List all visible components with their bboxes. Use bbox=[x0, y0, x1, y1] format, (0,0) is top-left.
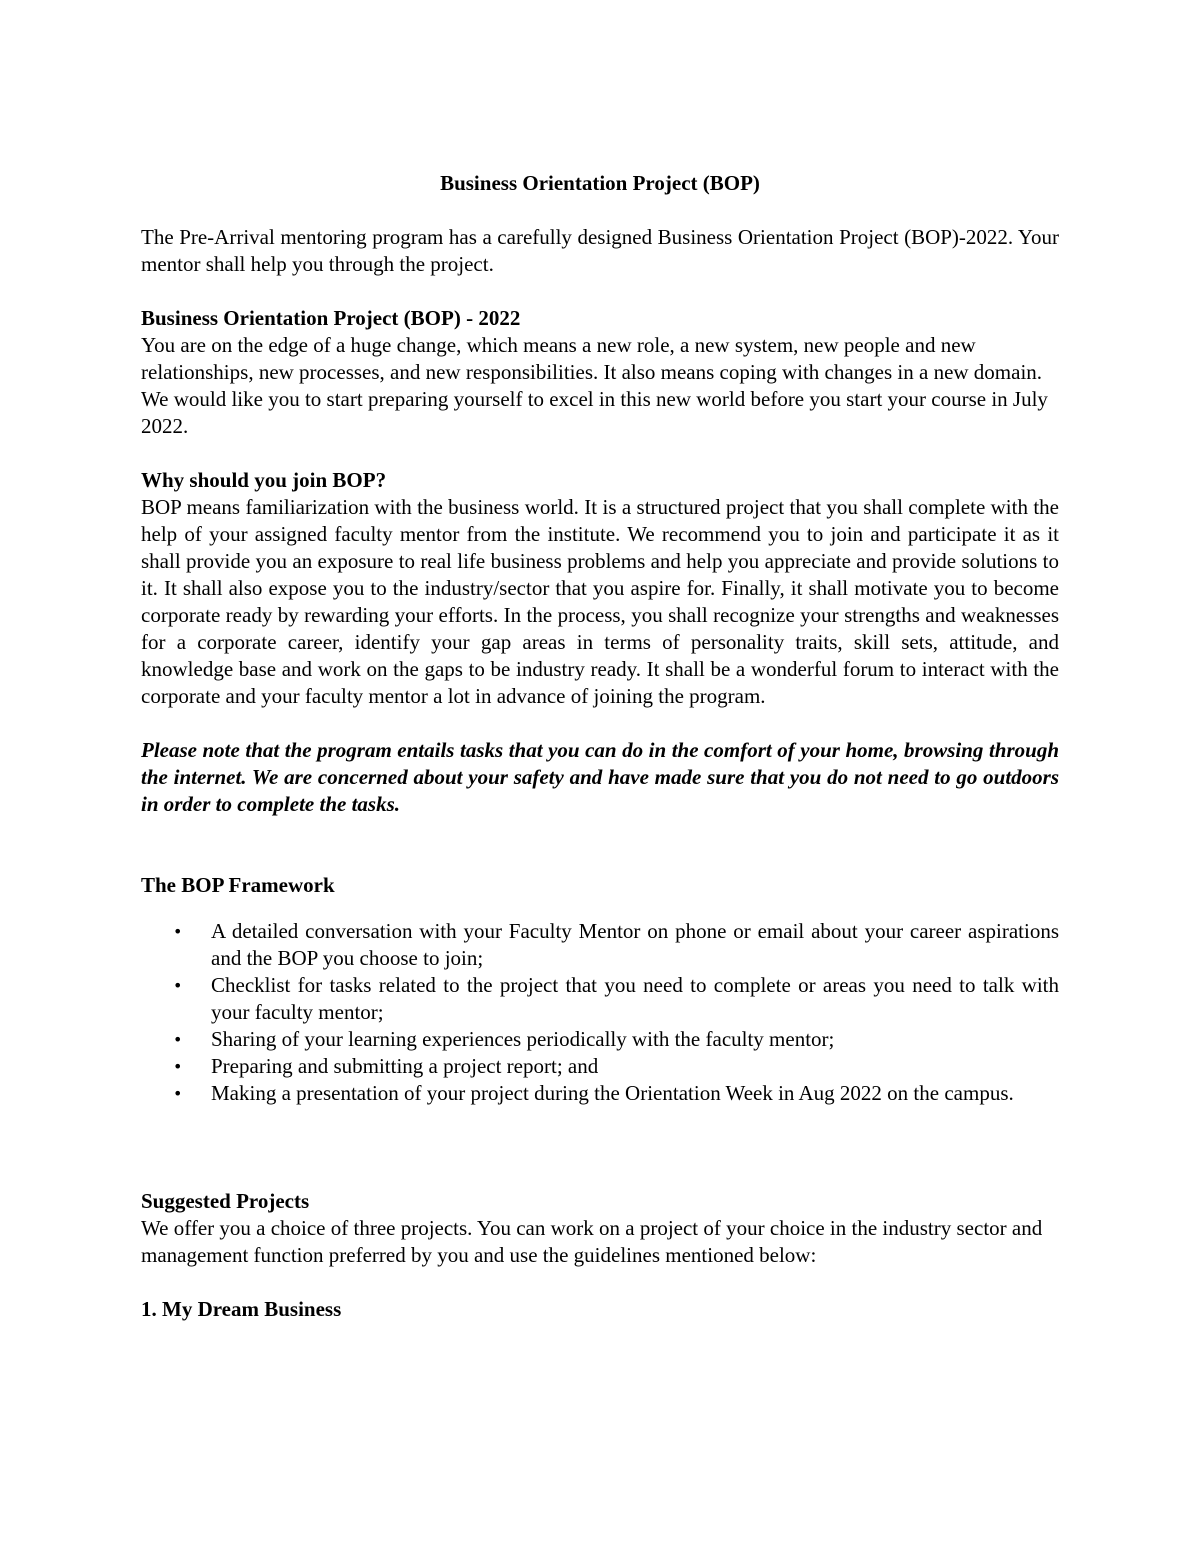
section-body-why-join: BOP means familiarization with the business world. It is a structured project that you shall complete with the help of your assigned faculty mentor from the institute. We recommend you to join and participate it as it shall provide you an exposure to real life business problems and help you appreciate and provide solutions to it. It shall also expose you to the industry/sector that you aspire for. Finally, it shall motivate you to become corporate ready by rewarding your efforts. In the process, you shall recognize your strengths and weaknesses for a corporate career, identify your gap areas in terms of personality traits, skill sets, attitude, and knowledge base and work on the gaps to be industry ready. It shall be a wonderful forum to interact with the corporate and your faculty mentor a lot in advance of joining the program. bbox=[141, 495, 1059, 708]
list-item bbox=[141, 918, 1059, 972]
bullet-icon: • bbox=[173, 1030, 183, 1049]
section-body-bop-2022: You are on the edge of a huge change, which means a new role, a new system, new people and new relationships, new processes, and new responsibilities. It also means coping with changes in a new domain. We would like you to start preparing yourself to excel in this new world before you start your course in July 2022. bbox=[141, 333, 1048, 438]
bullet-icon: • bbox=[173, 1057, 183, 1076]
section-heading-why-join: Why should you join BOP? bbox=[141, 468, 387, 492]
page-title: Business Orientation Project (BOP) bbox=[440, 171, 760, 195]
intro-paragraph: The Pre-Arrival mentoring program has a carefully designed Business Orientation Project (BOP)-2022. Your mentor shall help you through the project. bbox=[141, 225, 1059, 276]
section-heading-suggested: Suggested Projects bbox=[141, 1189, 310, 1213]
list-item-text: Preparing and submitting a project report; and bbox=[211, 1054, 599, 1078]
framework-list bbox=[141, 918, 1059, 1107]
bullet-icon: • bbox=[173, 1084, 183, 1103]
project-heading-dream-business: 1. My Dream Business bbox=[141, 1297, 342, 1321]
section-heading-bop-2022: Business Orientation Project (BOP) - 2022 bbox=[141, 306, 521, 330]
bullet-icon: • bbox=[173, 922, 183, 941]
list-item-text: A detailed conversation with your Faculty Mentor on phone or email about your career aspirations and the BOP you choose to join; bbox=[211, 919, 1059, 970]
list-item-text: Checklist for tasks related to the project that you need to complete or areas you need to talk with your faculty mentor; bbox=[211, 973, 1059, 1024]
list-item bbox=[141, 972, 1059, 1026]
section-heading-framework: The BOP Framework bbox=[141, 873, 335, 897]
list-item bbox=[141, 1080, 1059, 1107]
list-item bbox=[141, 1026, 1059, 1053]
list-item-text: Making a presentation of your project during the Orientation Week in Aug 2022 on the campus. bbox=[211, 1081, 1014, 1105]
section-body-suggested: We offer you a choice of three projects. You can work on a project of your choice in the industry sector and management function preferred by you and use the guidelines mentioned below: bbox=[141, 1216, 1043, 1267]
document-page bbox=[141, 170, 1059, 1323]
safety-note: Please note that the program entails tasks that you can do in the comfort of your home, browsing through the internet. We are concerned about your safety and have made sure that you do not need to go outdoors in order to complete the tasks. bbox=[141, 738, 1059, 816]
bullet-icon: • bbox=[173, 976, 183, 995]
list-item bbox=[141, 1053, 1059, 1080]
list-item-text: Sharing of your learning experiences periodically with the faculty mentor; bbox=[211, 1027, 835, 1051]
